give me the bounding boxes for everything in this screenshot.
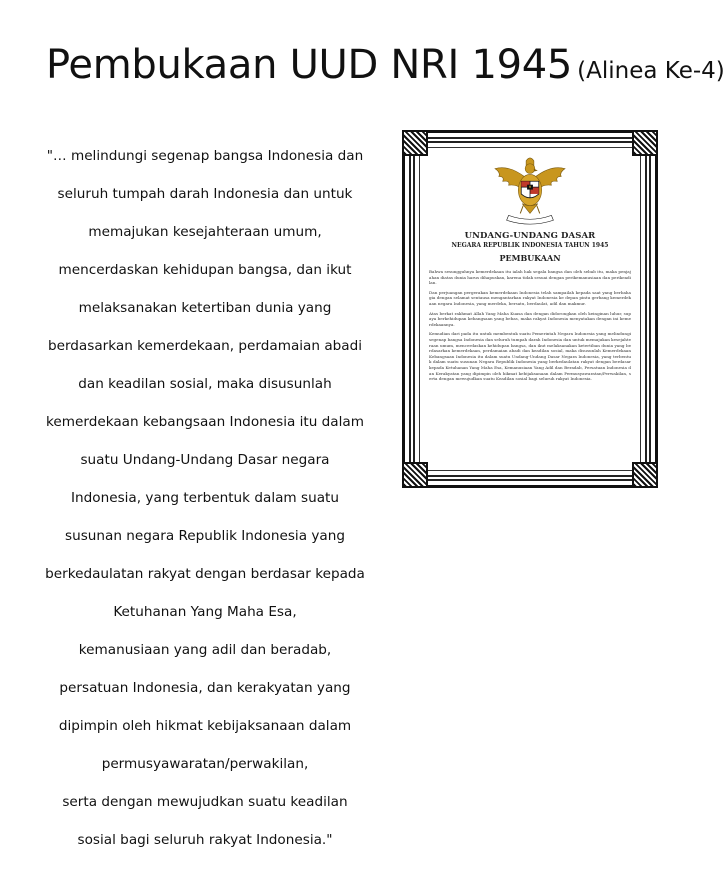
quote-line: melaksanakan ketertiban dunia yang — [78, 300, 332, 316]
quote-line: Indonesia, yang terbentuk dalam suatu — [71, 490, 339, 506]
quote-line: serta dengan mewujudkan suatu keadilan — [62, 794, 348, 810]
corner-ornament — [402, 130, 428, 156]
document-content — [429, 155, 631, 463]
corner-ornament — [632, 462, 658, 488]
quote-line: dan keadilan sosial, maka disusunlah — [78, 376, 332, 392]
quote-line: suatu Undang-Undang Dasar negara — [80, 452, 330, 468]
slide-title — [46, 42, 725, 88]
document-heading: UNDANG-UNDANG DASAR — [464, 231, 596, 241]
quote-line: mencerdaskan kehidupan bangsa, dan ikut — [58, 262, 352, 278]
corner-ornament — [632, 130, 658, 156]
quote-line: Ketuhanan Yang Maha Esa, — [113, 604, 297, 620]
garuda-pancasila-icon — [491, 155, 569, 229]
quote-line: persatuan Indonesia, dan kerakyatan yang — [59, 680, 351, 696]
document-section-title: PEMBUKAAN — [499, 253, 561, 263]
corner-ornament — [402, 462, 428, 488]
document-paragraph: Kemudian dari pada itu untuk membentuk suatu Pemerintah Negara Indonesia yang melindungi segenap bangsa Indonesia dan seluruh tumpah darah Indonesia dan untuk memajukan kesejahteraan umum, mencerdaskan kehidupan bangsa, dan ikut melaksanakan ketertiban dunia yang berdasarkan kemerdekaan, perdamaian abadi dan keadilan sosial, maka disusunlah Kemerdekaan Kebangsaan Indonesia itu dalam suatu Undang-Undang Dasar Negara Indonesia, yang terbentuk dalam suatu susunan Negara Republik Indonesia yang berkedaulatan rakyat dengan berdasar kepada Ketuhanan Yang Maha Esa, Kemanusiaan Yang Adil dan Beradab, Persatuan Indonesia dan Kerakyatan yang dipimpin oleh hikmat kebijaksanaan dalam Permusyawaratan/Perwakilan, serta dengan mewujudkan suatu Keadilan sosial bagi seluruh rakyat Indonesia. — [429, 331, 631, 382]
quote-line: dipimpin oleh hikmat kebijaksanaan dalam — [58, 718, 352, 734]
quote-line: kemanusiaan yang adil dan beradab, — [78, 642, 332, 658]
document-paragraph: Bahwa sesungguhnya kemerdekaan itu ialah hak segala bangsa dan oleh sebab itu, maka penjajahan diatas dunia harus dihapuskan, karena tidak sesuai dengan perikemanusiaan dan perikeadilan. — [429, 269, 631, 286]
quote-line: memajukan kesejahteraan umum, — [88, 224, 322, 240]
quote-line: susunan negara Republik Indonesia yang — [65, 528, 345, 544]
document-paragraph: Dan perjuangan pergerakan kemerdekaan Indonesia telah sampailah kepada saat yang berbahagia dengan selamat sentausa mengantarkan rakyat Indonesia ke depan pintu gerbang kemerdekaan negara Indonesia, yang merdeka, bersatu, berdaulat, adil dan makmur. — [429, 289, 631, 306]
document-subheading: NEGARA REPUBLIK INDONESIA TAHUN 1945 — [451, 242, 609, 249]
quote-line: kemerdekaan kebangsaan Indonesia itu dalam — [46, 414, 364, 430]
preamble-document-image — [402, 130, 658, 488]
slide-title-main: Pembukaan UUD NRI 1945 — [46, 42, 573, 88]
slide-title-sub: (Alinea Ke-4) — [577, 58, 725, 84]
quote-text — [30, 128, 380, 869]
quote-line: berdasarkan kemerdekaan, perdamaian abadi — [47, 338, 363, 354]
quote-line: "… melindungi segenap bangsa Indonesia dan — [46, 148, 364, 164]
quote-line: berkedaulatan rakyat dengan berdasar kepada — [45, 566, 365, 582]
quote-line: seluruh tumpah darah Indonesia dan untuk — [57, 186, 353, 202]
quote-line: sosial bagi seluruh rakyat Indonesia." — [77, 832, 333, 848]
document-paragraph: Atas berkat rakhmat Allah Yang Maha Kuasa dan dengan didorongkan oleh keinginan luhur, supaya berkehidupan kebangsaan yang bebas, maka rakyat Indonesia menyatakan dengan ini kemerdekaannya. — [429, 310, 631, 327]
quote-line: permusyawaratan/perwakilan, — [101, 756, 309, 772]
